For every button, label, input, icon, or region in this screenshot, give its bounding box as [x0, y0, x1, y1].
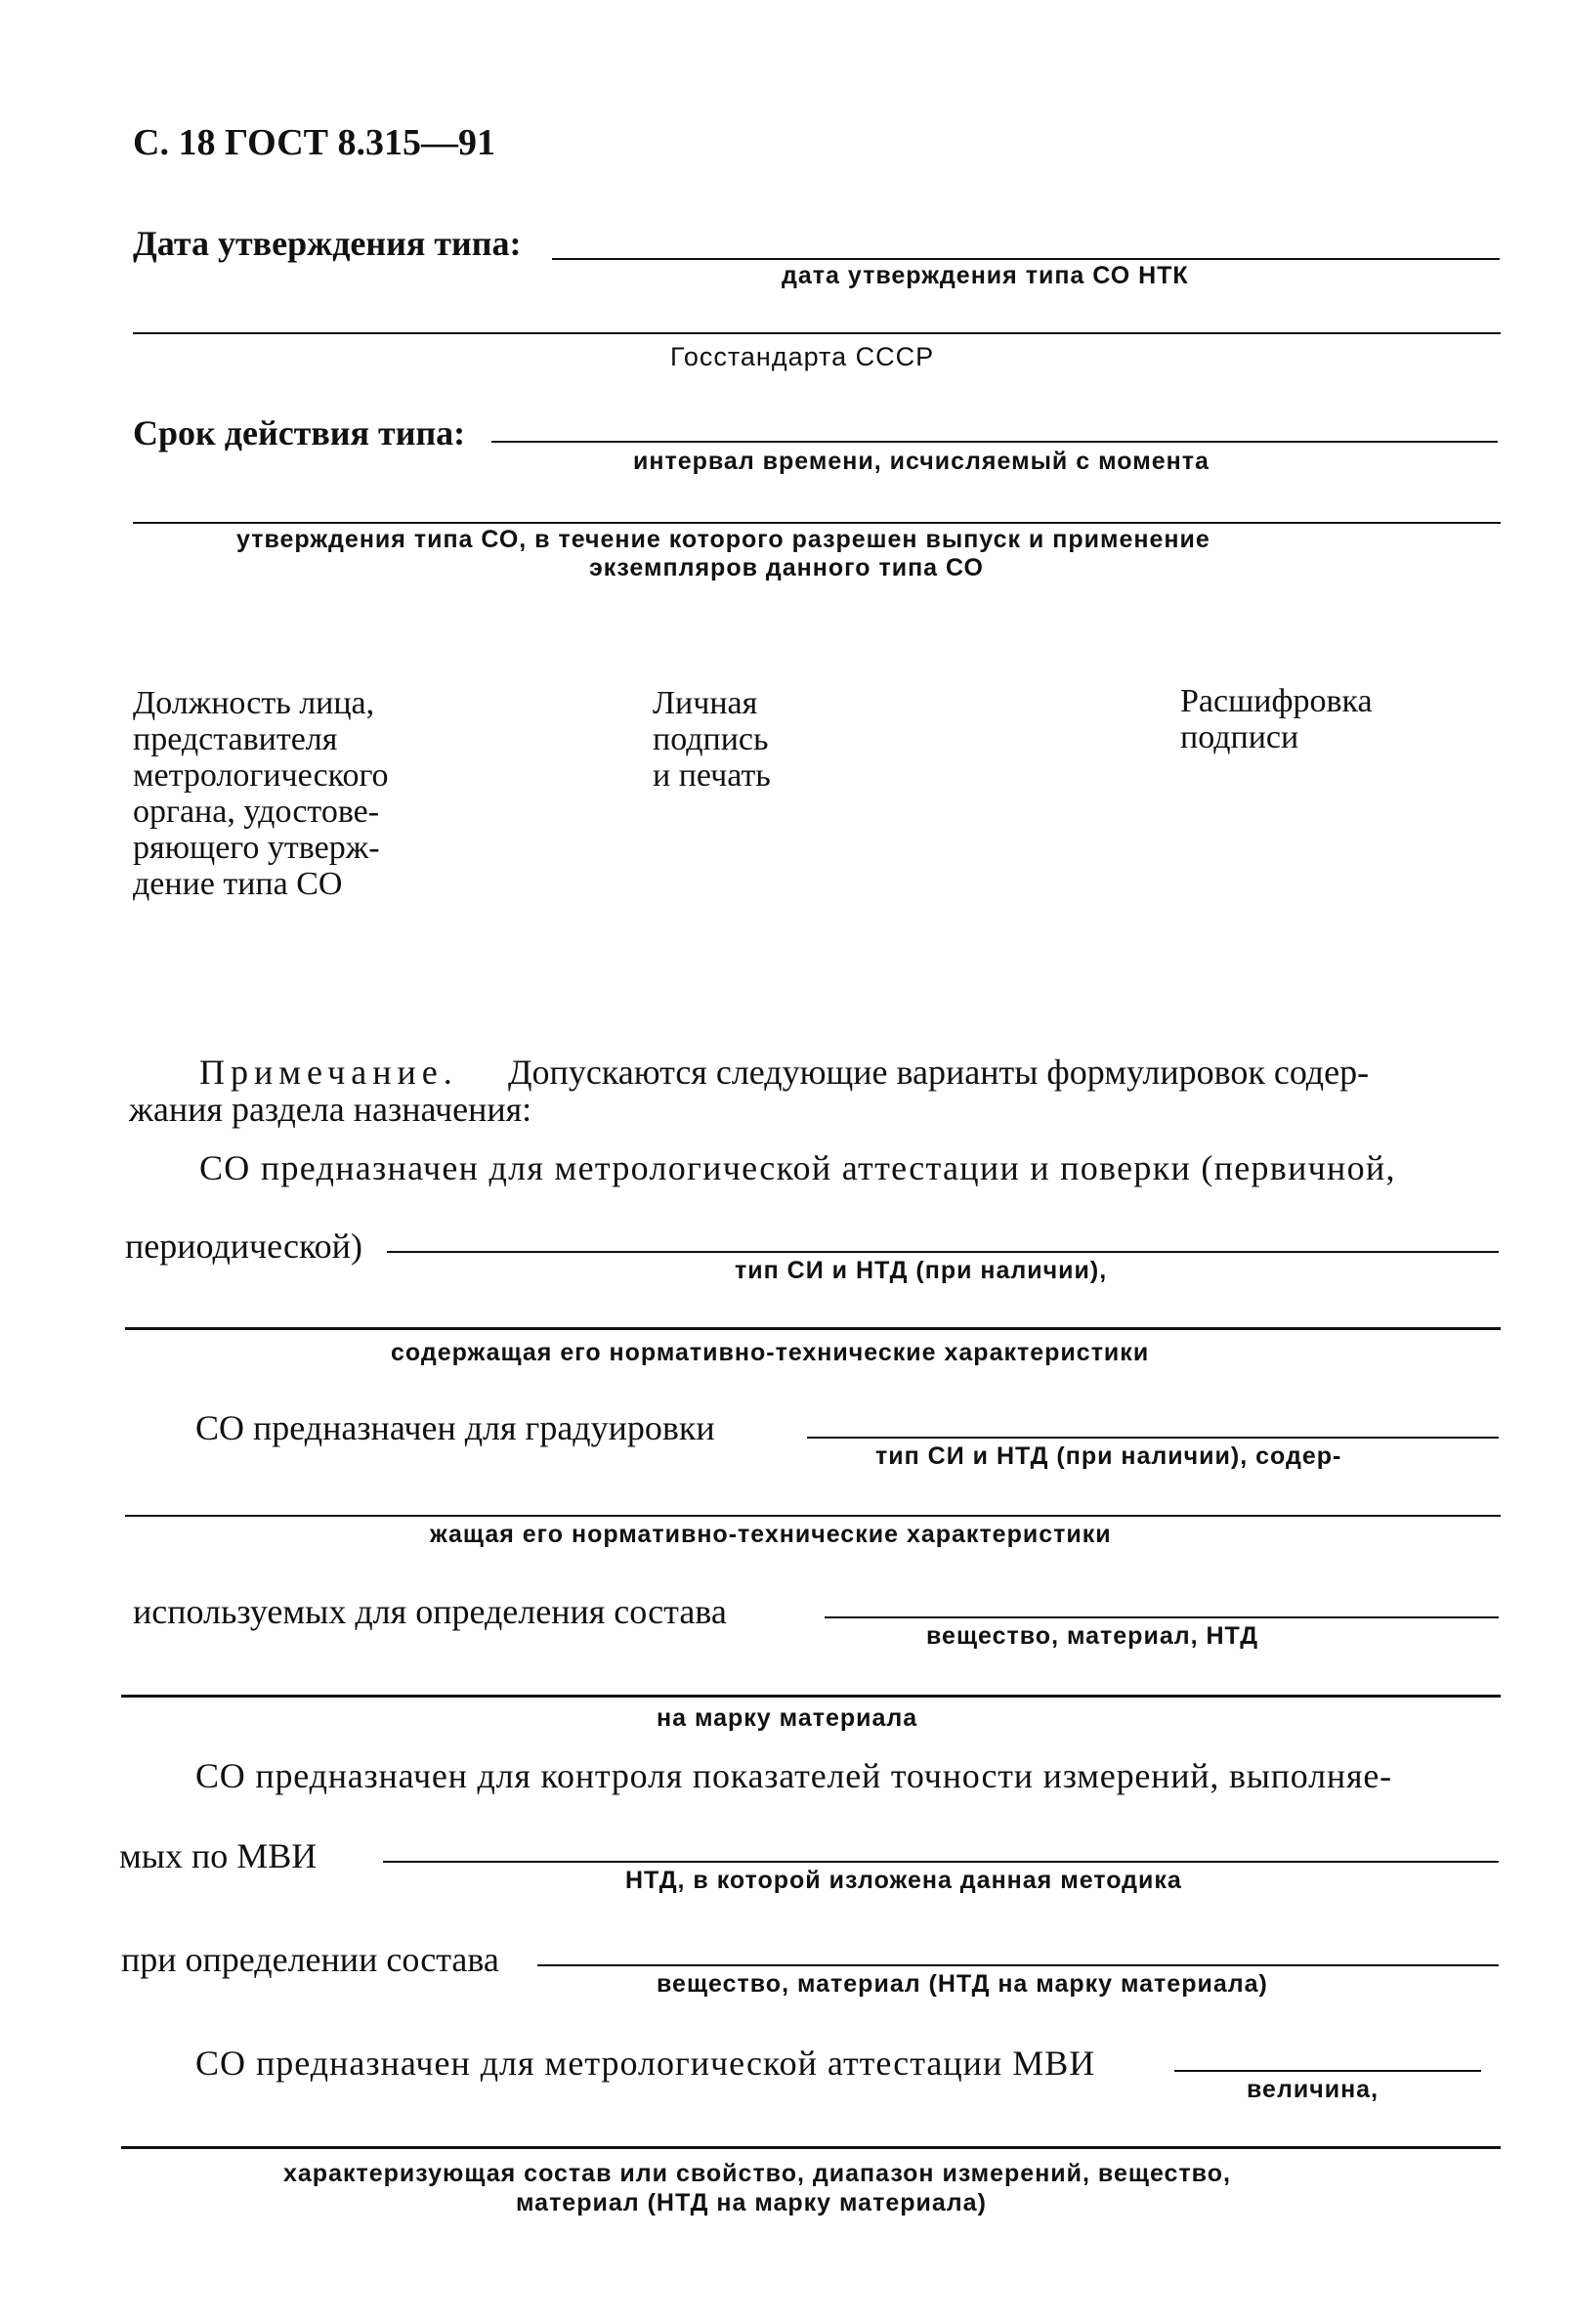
- variant-2-caption-1: тип СИ и НТД (при наличии), содер-: [875, 1442, 1342, 1470]
- variant-4-fill-line[interactable]: [1174, 2070, 1481, 2072]
- variant-3-line-1: СО предназначен для контроля показателей точности измерений, выполняе-: [195, 1756, 1392, 1795]
- variant-1-line-1: СО предназначен для метрологической аттестации и поверки (первичной,: [199, 1148, 1396, 1187]
- variant-3-line-2: мых по МВИ: [119, 1836, 318, 1875]
- signature-and-seal-label: Личная подпись и печать: [653, 685, 771, 794]
- variant-1-fill-line[interactable]: [387, 1251, 1499, 1253]
- variant-2-fill-line-3[interactable]: [825, 1616, 1499, 1618]
- variant-2-line-2: используемых для определения состава: [133, 1592, 727, 1631]
- variant-2-caption-2: жащая его нормативно-технические характеристики: [430, 1521, 1112, 1548]
- note-heading: Примечание.: [199, 1053, 458, 1092]
- note-intro-2: жания раздела назначения:: [129, 1090, 532, 1129]
- validity-caption-2: утверждения типа СО, в течение которого разрешен выпуск и применение: [236, 526, 1210, 553]
- validity-label: Срок действия типа:: [133, 413, 466, 452]
- signature-decoding-label: Расшифровка подписи: [1180, 683, 1373, 755]
- variant-1-caption-1: тип СИ и НТД (при наличии),: [735, 1257, 1108, 1284]
- variant-3-line-3: при определении состава: [121, 1940, 499, 1979]
- approval-date-label: Дата утверждения типа:: [133, 224, 522, 263]
- variant-1-caption-2: содержащая его нормативно-технические характеристики: [391, 1339, 1150, 1366]
- variant-3-caption-2: вещество, материал (НТД на марку материала): [657, 1970, 1268, 1998]
- approval-date-fill-line-2[interactable]: [133, 332, 1501, 334]
- approval-date-caption-2: Госстандарта СССР: [670, 342, 935, 371]
- variant-4-caption-2: характеризующая состав или свойство, диапазон измерений, вещество,: [283, 2160, 1231, 2187]
- official-position-label: Должность лица, представителя метрологического органа, удостове- ряющего утверж- дение типа СО: [133, 685, 389, 902]
- variant-4-caption-3: материал (НТД на марку материала): [516, 2189, 987, 2216]
- validity-caption-1: интервал времени, исчисляемый с момента: [633, 448, 1210, 475]
- variant-3-caption-1: НТД, в которой изложена данная методика: [625, 1867, 1182, 1894]
- variant-4-caption-1: величина,: [1247, 2076, 1380, 2103]
- approval-date-fill-line[interactable]: [552, 258, 1500, 260]
- page-header: С. 18 ГОСТ 8.315—91: [133, 122, 495, 163]
- variant-3-fill-line-2[interactable]: [537, 1964, 1499, 1966]
- validity-caption-3: экземпляров данного типа СО: [589, 554, 984, 581]
- variant-1-line-2: периодической): [125, 1227, 362, 1266]
- variant-2-fill-line[interactable]: [807, 1437, 1499, 1439]
- variant-4-fill-line-2[interactable]: [121, 2146, 1501, 2149]
- validity-fill-line-2[interactable]: [133, 522, 1501, 524]
- variant-2-fill-line-2[interactable]: [125, 1515, 1501, 1517]
- approval-date-caption-1: дата утверждения типа СО НТК: [782, 262, 1189, 289]
- validity-fill-line[interactable]: [491, 441, 1498, 443]
- variant-1-fill-line-2[interactable]: [125, 1327, 1501, 1330]
- note-intro-1: Допускаются следующие варианты формулировок содер-: [508, 1053, 1370, 1092]
- variant-2-caption-3: вещество, материал, НТД: [926, 1622, 1259, 1650]
- variant-3-fill-line[interactable]: [383, 1861, 1499, 1863]
- variant-4-line-1: СО предназначен для метрологической аттестации МВИ: [195, 2044, 1096, 2083]
- variant-2-line-1: СО предназначен для градуировки: [195, 1408, 715, 1447]
- variant-2-fill-line-4[interactable]: [121, 1695, 1501, 1698]
- variant-2-caption-4: на марку материала: [657, 1704, 918, 1732]
